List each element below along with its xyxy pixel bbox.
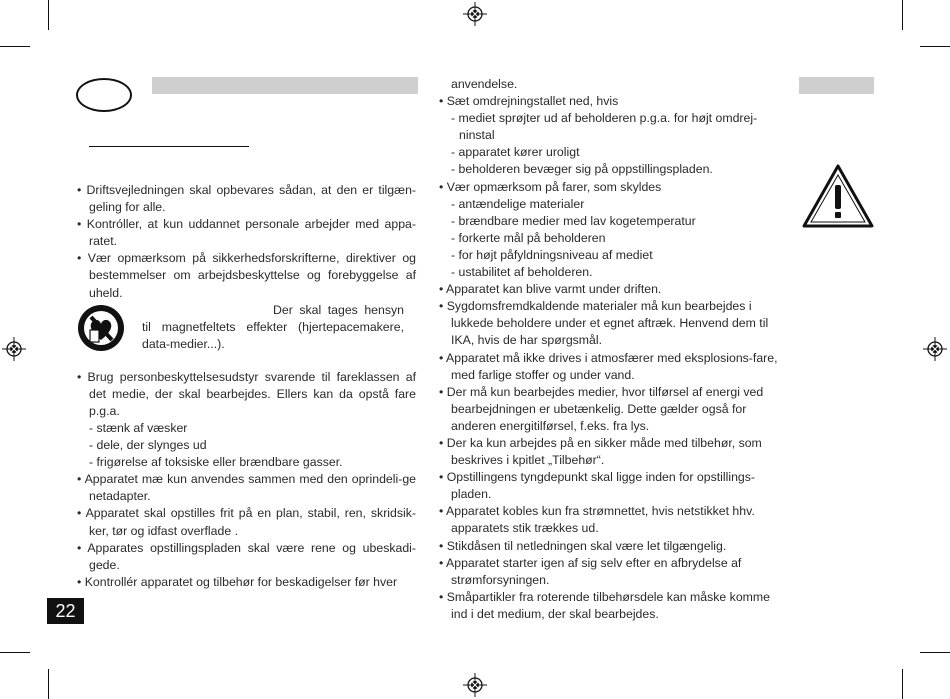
- list-subitem: - brændbare medier med lav kogetemperatur: [451, 213, 696, 228]
- list-item: • Der ka kun arbejdes på en sikker måde med tilbehør, som beskrives i kpitlet „Tilbehør“.: [439, 435, 762, 468]
- list-item: • Apparatet kobles kun fra strømnettet, hvis netstikket hhv. apparatets stik trækkes ud.: [439, 504, 755, 536]
- list-item: • Opstillingens tyngdepunkt skal ligge inden for opstillings-pladen.: [439, 470, 756, 502]
- header-bar-left: [152, 77, 418, 94]
- list-subitem: - frigørelse af toksiske eller brændbare gasser.: [89, 455, 343, 470]
- registration-mark-icon: [923, 337, 947, 361]
- list-subitem: - dele, der slynges ud: [89, 438, 207, 453]
- registration-mark-icon: [2, 337, 26, 361]
- list-item: • Apparatet må ikke drives i atmosfærer med eksplosions-fare, med farlige stoffer og under vand.: [439, 350, 778, 382]
- list-item: • Kontrollér apparatet og tilbehør for beskadigelser før hver: [77, 574, 398, 589]
- magnetic-field-notice: [77, 302, 416, 354]
- crop-mark: [902, 0, 903, 30]
- crop-mark: [902, 669, 903, 699]
- crop-mark: [0, 652, 30, 653]
- list-item: • Apparatet skal opstilles frit på en plan, stabil, ren, skridsik-ker, tør og idfast overflade .: [77, 506, 416, 538]
- list-item: • Småpartikler fra roterende tilbehørsdele kan måske komme ind i det medium, der skal bearbejdes.: [439, 589, 770, 621]
- list-item: • Apparates opstillingspladen skal være rene og ubeskadi-gede.: [77, 540, 416, 572]
- list-subitem: - antændelige materialer: [451, 196, 585, 211]
- magnetic-field-text: Der skal tages hensyn til magnetfeltets effekter (hjertepacemakere, data-medier...).: [142, 302, 404, 351]
- right-column: [439, 76, 779, 623]
- list-item: • Sygdomsfremdkaldende materialer må kun bearbejdes i lukkede beholdere under et egnet aftræk. Henvend dem til IKA, hvis de har spørgsmål.: [439, 299, 769, 348]
- list-subitem: - forkerte mål på beholderen: [451, 230, 606, 245]
- list-subitem: - ustabilitet af beholderen.: [451, 265, 593, 280]
- list-item: • Apparatet kan blive varmt under driften.: [439, 282, 662, 297]
- list-subitem: - stænk af væsker: [89, 420, 188, 435]
- header-bar-right: [799, 77, 874, 94]
- list-subitem: - for højt påfyldningsniveau af mediet: [451, 247, 653, 262]
- list-subitem: - mediet sprøjter ud af beholderen p.g.a. for højt omdrej-: [451, 111, 758, 126]
- language-oval: [76, 78, 132, 112]
- list-item: • Brug personbeskyttelsesudstyr svarende til fareklassen af det medie, der skal bearbejdes. Ellers kan da opstå fare p.g.a.: [77, 369, 416, 418]
- list-item: • Kontróller, at kun uddannet personale arbejder med appa-ratet.: [77, 217, 416, 249]
- crop-mark: [48, 669, 49, 699]
- warning-triangle-icon: [802, 163, 874, 229]
- page-number: 22: [47, 598, 84, 624]
- crop-mark: [920, 652, 950, 653]
- list-item: • Driftsvejledningen skal opbevares sådan, at den er tilgæn-geling for alle.: [77, 183, 416, 215]
- left-column: [77, 182, 416, 591]
- list-subitem: - apparatet kører uroligt: [451, 145, 580, 160]
- list-subitem: ninstal: [459, 128, 495, 143]
- continuation-text: anvendelse.: [451, 77, 518, 91]
- list-item: • Vær opmærksom på farer, som skyldes: [439, 179, 662, 194]
- registration-mark-icon: [463, 2, 487, 26]
- list-item: • Apparatet mæ kun anvendes sammen med den oprindeli-ge netadapter.: [77, 472, 416, 504]
- crop-mark: [920, 46, 950, 47]
- list-item: • Sæt omdrejningstallet ned, hvis: [439, 94, 619, 109]
- list-item: • Stikdåsen til netledningen skal være let tilgængelig.: [439, 538, 727, 553]
- crop-mark: [48, 0, 49, 30]
- crop-mark: [0, 46, 30, 47]
- list-item: • Der må kun bearbejdes medier, hvor tilførsel af energi ved bearbejdningen er ubetænkelig. Dette gælder også for anderen energitilførsel, f.eks. fra lys.: [439, 384, 764, 433]
- section-rule: [89, 146, 249, 147]
- list-item: • Apparatet starter igen af sig selv efter en afbrydelse af strømforsyningen.: [439, 555, 742, 587]
- list-subitem: - beholderen bevæger sig på oppstillingspladen.: [451, 162, 713, 177]
- pacemaker-prohibition-icon: [77, 304, 125, 352]
- list-item: • Vær opmærksom på sikkerhedsforskrifterne, direktiver og bestemmelser om arbejdsbeskyttelse og forebyggelse af uheld.: [77, 251, 416, 300]
- registration-mark-icon: [463, 673, 487, 697]
